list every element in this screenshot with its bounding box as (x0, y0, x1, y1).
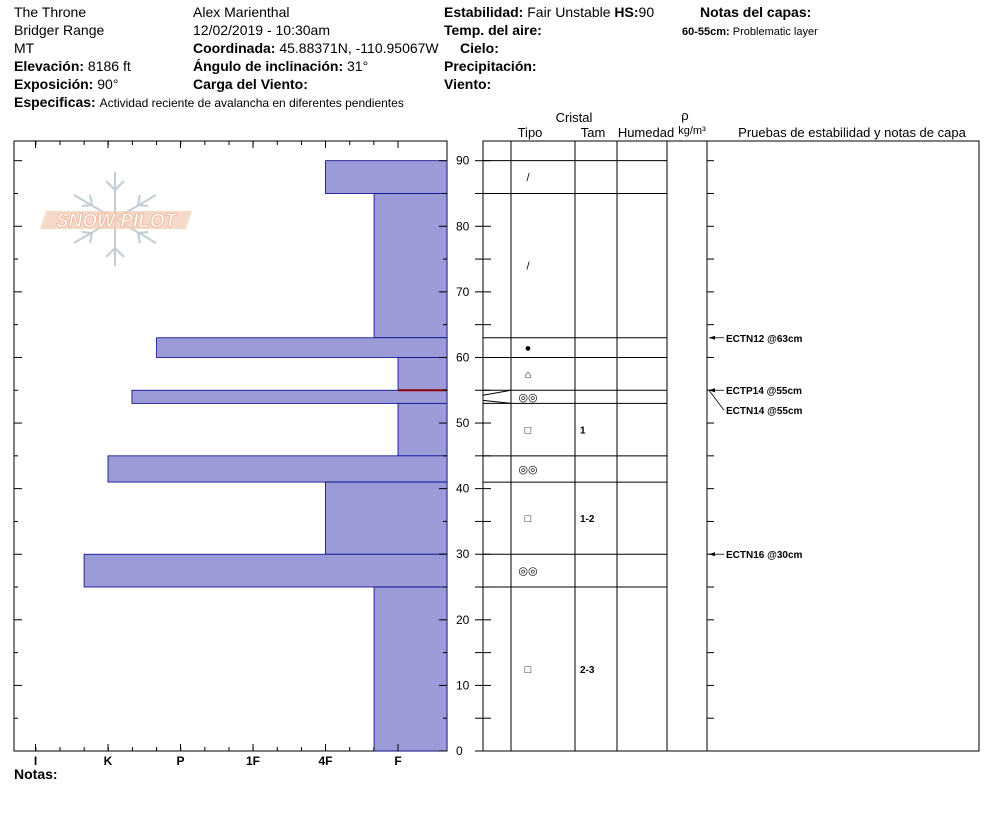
depth-tick-label: 40 (456, 481, 470, 496)
col-density-unit: kg/m³ (678, 125, 706, 137)
layer-note-text: Problematic layer (732, 26, 818, 38)
test-label: ECTP14 @55cm (726, 386, 802, 398)
crystal-type-icon: □ (524, 664, 532, 677)
elevation-value: 8186 ft (87, 58, 131, 74)
state: MT (14, 40, 35, 56)
crystal-type-icon: ● (524, 342, 532, 355)
observer: Alex Marienthal (193, 4, 290, 20)
crystal-type-icon: □ (524, 424, 532, 437)
col-tests: Pruebas de estabilidad y notas de capa (738, 125, 966, 140)
depth-tick-label: 10 (456, 678, 470, 693)
layer-notes-title: Notas del capas: (700, 4, 812, 20)
crystal-size: 2-3 (580, 665, 595, 677)
hardness-tick-label: 4F (318, 754, 333, 768)
hardness-bar (398, 403, 447, 455)
notes-label: Notas: (14, 766, 58, 782)
sky-label: Cielo: (460, 40, 499, 56)
crystal-type-icon: ◎◎ (518, 391, 538, 404)
hs-value: 90 (638, 4, 655, 20)
hardness-tick-label: P (176, 754, 185, 768)
test-pointer (709, 390, 724, 410)
depth-tick-label: 80 (456, 219, 470, 234)
crystal-size: 1 (580, 425, 586, 437)
col-rho: ρ (681, 108, 689, 123)
col-cristal: Cristal (555, 110, 593, 125)
depth-tick-label: 70 (456, 284, 470, 299)
range: Bridger Range (14, 22, 105, 38)
layer-connector (483, 390, 511, 395)
crystal-type-icon: / (526, 172, 530, 185)
hardness-bar (84, 554, 447, 587)
crystal-type-icon: □ (524, 513, 532, 526)
test-label: ECTN12 @63cm (726, 333, 803, 345)
test-arrowhead (709, 336, 715, 340)
specifics-label: Especificas: (14, 94, 96, 110)
slope-value: 31° (347, 58, 369, 74)
specifics-value: Actividad reciente de avalancha en diferentes pendientes (99, 96, 404, 110)
crystal-glyphs (518, 172, 594, 676)
depth-tick-label: 30 (456, 547, 470, 562)
hardness-bar (374, 587, 447, 751)
precip-label: Precipitación: (444, 58, 537, 74)
depth-tick-label: 90 (456, 153, 470, 168)
depth-tick-label: 60 (456, 350, 470, 365)
logo-text: SNOW PILOT (55, 211, 177, 232)
coord-value: 45.88371N, -110.95067W (279, 40, 439, 56)
col-humedad: Humedad (617, 125, 675, 140)
slope-label: Ángulo de inclinación: (193, 58, 344, 74)
hardness-bars (84, 161, 447, 751)
depth-tick-label: 0 (456, 744, 463, 758)
elevation-label: Elevación: (14, 58, 85, 74)
stability-label: Estabilidad: (444, 4, 524, 20)
crystal-table (483, 108, 979, 751)
crystal-type-icon: ⌂ (524, 368, 532, 381)
test-label: ECTN16 @30cm (726, 550, 803, 562)
crystal-type-icon: / (526, 260, 530, 273)
crystal-type-icon: ◎◎ (518, 565, 538, 578)
crystal-type-icon: ◎◎ (518, 463, 538, 476)
depth-tick-label: 20 (456, 612, 470, 627)
stability-value: Fair Unstable (527, 4, 611, 20)
aspect-label: Exposición: (14, 76, 94, 92)
hardness-bar (108, 456, 447, 482)
hardness-bar (157, 338, 447, 358)
hardness-tick-label: F (394, 754, 402, 768)
wind-load-label: Carga del Viento: (193, 76, 308, 92)
col-tam: Tam (580, 125, 606, 140)
aspect-value: 90° (97, 76, 119, 92)
hardness-bar (398, 357, 447, 390)
air-temp-label: Temp. del aire: (444, 22, 542, 38)
depth-tick-label: 50 (456, 416, 470, 431)
hardness-bar (326, 482, 448, 554)
wind-speed-label: Viento: (444, 76, 492, 92)
hardness-bar (132, 390, 447, 403)
stability-tests (709, 334, 803, 561)
hardness-tick-label: I (33, 754, 38, 768)
hardness-bar (374, 193, 447, 337)
test-arrowhead (709, 552, 715, 556)
snowpilot-logo (40, 172, 192, 266)
layer-note-range: 60-55cm: (682, 26, 730, 38)
crystal-size: 1-2 (580, 514, 595, 526)
hardness-tick-label: 1F (245, 754, 261, 768)
coord-label: Coordinada: (193, 40, 276, 56)
location: The Throne (14, 4, 87, 20)
datetime: 12/02/2019 - 10:30am (193, 22, 330, 38)
hardness-tick-label: K (103, 754, 113, 768)
hardness-bar (326, 161, 448, 194)
hs-label: HS: (614, 4, 639, 20)
col-tipo: Tipo (517, 125, 543, 140)
test-label: ECTN14 @55cm (726, 406, 803, 418)
